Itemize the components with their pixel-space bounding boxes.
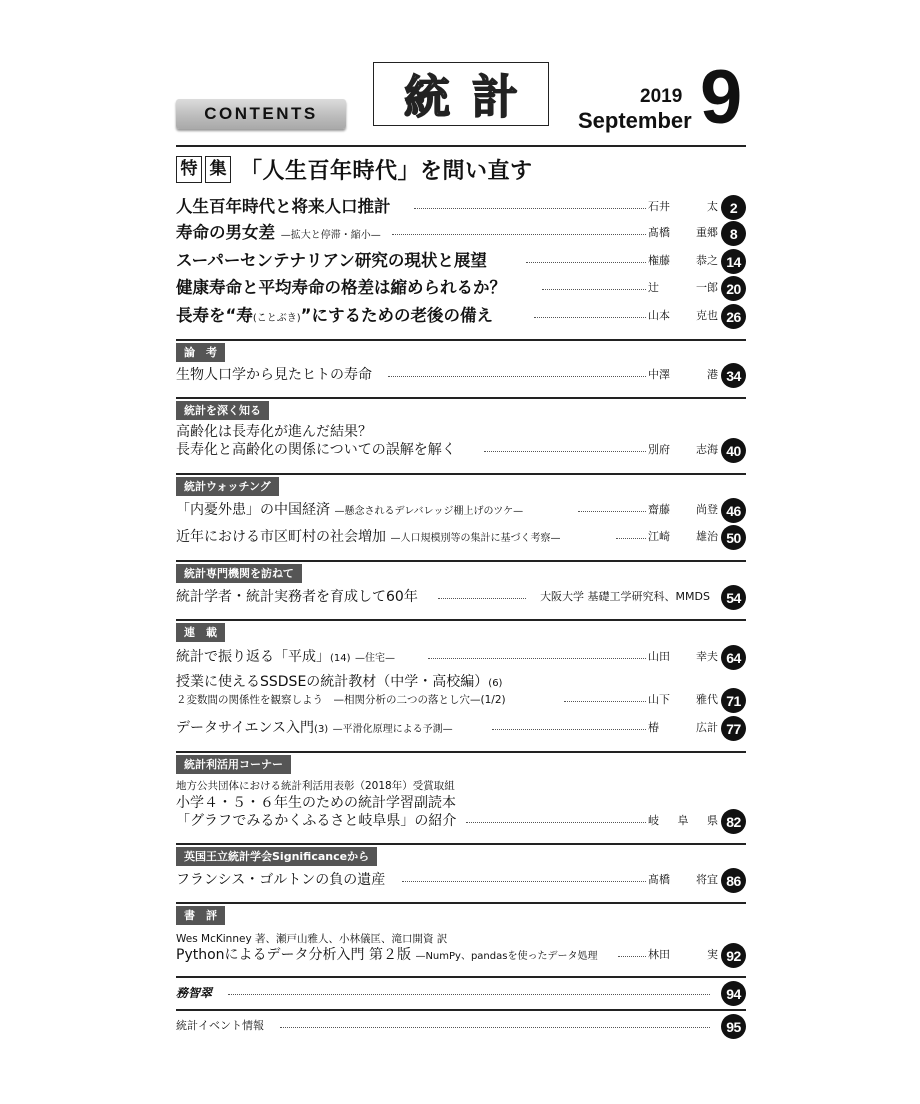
toc-entry[interactable] xyxy=(176,868,746,892)
toc-entry[interactable] xyxy=(176,716,746,740)
section-label: 統計専門機関を訪ねて xyxy=(176,564,302,583)
article-author: 江崎 雄治 xyxy=(648,530,718,543)
toc-entry[interactable] xyxy=(176,943,746,967)
article-title: 生物人口学から見たヒトの寿命 xyxy=(176,367,372,383)
dot-leader xyxy=(392,234,646,235)
article-author: 中澤 港 xyxy=(648,368,718,381)
toc-entry[interactable] xyxy=(176,195,746,219)
toc-entry[interactable] xyxy=(176,688,746,712)
section-divider xyxy=(176,560,746,562)
page-number: 14 xyxy=(721,249,746,274)
article-author: 椿 広計 xyxy=(648,721,718,734)
page-number: 8 xyxy=(721,221,746,246)
article-title-line1: 高齢化は長寿化が進んだ結果？ xyxy=(176,424,372,440)
article-author: 辻 一郎 xyxy=(648,281,718,294)
section-divider xyxy=(176,976,746,978)
page-number: 26 xyxy=(721,304,746,329)
toc-entry[interactable] xyxy=(176,221,746,245)
article-title: Pythonによるデータ分析入門 第２版 —NumPy、pandasを使ったデータ処理 xyxy=(176,947,598,963)
toc-entry[interactable] xyxy=(176,363,746,387)
magazine-title: 統計 xyxy=(373,62,549,126)
article-pretitle: Wes McKinney 著、瀬戸山雅人、小林儀匡、滝口開資 訳 xyxy=(176,933,448,945)
article-title: 務智翠 xyxy=(176,986,213,1000)
dot-leader xyxy=(618,956,646,957)
article-author: 石井 太 xyxy=(648,200,718,213)
article-title: スーパーセンテナリアン研究の現状と展望 xyxy=(176,251,487,270)
toc-entry[interactable] xyxy=(176,645,746,669)
section-divider xyxy=(176,339,746,341)
article-author: 山下 雅代 xyxy=(648,693,718,706)
dot-leader xyxy=(564,701,646,702)
article-title: フランシス・ゴルトンの負の遺産 xyxy=(176,872,386,888)
article-title: 長寿化と高齢化の関係についての誤解を解く xyxy=(176,442,456,458)
article-subtitle: ２変数間の関係性を観察しよう —相関分析の二つの落とし穴—(1/2) xyxy=(176,694,506,706)
article-author: 大阪大学 基礎工学研究科、MMDS xyxy=(540,590,710,603)
page-number: 82 xyxy=(721,809,746,834)
article-pretitle: 地方公共団体における統計利活用表彰（2018年）受賞取組 xyxy=(176,780,455,792)
toc-entry[interactable] xyxy=(176,525,746,549)
toc-entry[interactable] xyxy=(176,981,746,1005)
toc-entry[interactable] xyxy=(176,498,746,522)
section-label: 英国王立統計学会Significanceから xyxy=(176,847,377,866)
article-title: 近年における市区町村の社会増加 —人口規模別等の集計に基づく考察— xyxy=(176,529,561,545)
article-title: 「グラフでみるかくふるさと岐阜県」の紹介 xyxy=(176,813,457,829)
section-label: 論 考 xyxy=(176,343,225,362)
article-author: 髙橋 将宜 xyxy=(648,873,718,886)
page-number: 46 xyxy=(721,498,746,523)
article-title: 長寿を“寿(ことぶき)”にするための老後の備え xyxy=(176,306,494,325)
section-divider xyxy=(176,843,746,845)
section-divider xyxy=(176,473,746,475)
toc-entry[interactable] xyxy=(176,249,746,273)
section-divider xyxy=(176,902,746,904)
dot-leader xyxy=(616,538,646,539)
article-author: 岐 阜 県 xyxy=(648,814,718,827)
article-author: 林田 実 xyxy=(648,948,718,961)
article-title: 統計学者・統計実務者を育成して60年 xyxy=(176,589,418,605)
article-title: 統計で振り返る「平成」(14) —住宅— xyxy=(176,649,395,665)
page-number: 50 xyxy=(721,525,746,550)
dot-leader xyxy=(280,1027,710,1028)
dot-leader xyxy=(466,822,646,823)
page-number: 92 xyxy=(721,943,746,968)
page-number: 95 xyxy=(721,1014,746,1039)
article-title: 寿命の男女差 —拡大と停滞・縮小— xyxy=(176,223,381,242)
toc-entry[interactable] xyxy=(176,438,746,462)
section-divider xyxy=(176,751,746,753)
page-number: 94 xyxy=(721,981,746,1006)
feature-heading xyxy=(176,154,533,184)
dot-leader xyxy=(414,208,646,209)
dot-leader xyxy=(578,511,646,512)
toc-entry[interactable] xyxy=(176,276,746,300)
toc-entry[interactable] xyxy=(176,1014,746,1038)
page-number: 54 xyxy=(721,585,746,610)
section-label: 統計利活用コーナー xyxy=(176,755,291,774)
toc-entry[interactable] xyxy=(176,304,746,328)
dot-leader xyxy=(428,658,646,659)
section-label: 書 評 xyxy=(176,906,225,925)
issue-month-name: September xyxy=(578,108,692,133)
dot-leader xyxy=(542,289,646,290)
article-title: 統計イベント情報 xyxy=(176,1019,264,1032)
article-title: 人生百年時代と将来人口推計 xyxy=(176,197,391,216)
page-number: 64 xyxy=(721,645,746,670)
article-title-line1: 小学４・５・６年生のための統計学習副読本 xyxy=(176,795,456,811)
feature-badge-1: 特 xyxy=(176,156,202,183)
issue-year: 2019 xyxy=(640,86,683,107)
page-number: 86 xyxy=(721,868,746,893)
toc-entry[interactable] xyxy=(176,809,746,833)
issue-month-number: 9 xyxy=(700,55,743,140)
page-number: 71 xyxy=(721,688,746,713)
toc-entry[interactable] xyxy=(176,585,746,609)
feature-badge-2: 集 xyxy=(205,156,231,183)
article-title: データサイエンス入門(3) —平滑化原理による予測— xyxy=(176,720,453,736)
article-author: 山田 幸夫 xyxy=(648,650,718,663)
dot-leader xyxy=(438,598,526,599)
article-title: 「内憂外患」の中国経済 —懸念されるデレバレッジ棚上げのツケ— xyxy=(176,502,524,518)
dot-leader xyxy=(492,729,646,730)
page-number: 77 xyxy=(721,716,746,741)
page-number: 34 xyxy=(721,363,746,388)
dot-leader xyxy=(388,376,646,377)
article-author: 権藤 恭之 xyxy=(648,254,718,267)
section-divider xyxy=(176,619,746,621)
header-rule xyxy=(176,145,746,147)
dot-leader xyxy=(228,994,710,995)
article-title: 健康寿命と平均寿命の格差は縮められるか？ xyxy=(176,278,506,297)
page-number: 2 xyxy=(721,195,746,220)
article-title-line1: 授業に使えるSSDSEの統計教材（中学・高校編）(6) xyxy=(176,674,503,690)
article-author: 山本 克也 xyxy=(648,309,718,322)
contents-tab: CONTENTS xyxy=(176,99,346,129)
article-author: 別府 志海 xyxy=(648,443,718,456)
dot-leader xyxy=(526,262,646,263)
section-label: 連 載 xyxy=(176,623,225,642)
dot-leader xyxy=(402,881,646,882)
feature-title: 「人生百年時代」を問い直す xyxy=(240,158,533,184)
article-author: 齋藤 尚登 xyxy=(648,503,718,516)
dot-leader xyxy=(484,451,646,452)
page-number: 20 xyxy=(721,276,746,301)
article-author: 髙橋 重郷 xyxy=(648,226,718,239)
page-number: 40 xyxy=(721,438,746,463)
section-label: 統計ウォッチング xyxy=(176,477,279,496)
section-divider xyxy=(176,1009,746,1011)
section-label: 統計を深く知る xyxy=(176,401,269,420)
section-divider xyxy=(176,397,746,399)
dot-leader xyxy=(534,317,646,318)
